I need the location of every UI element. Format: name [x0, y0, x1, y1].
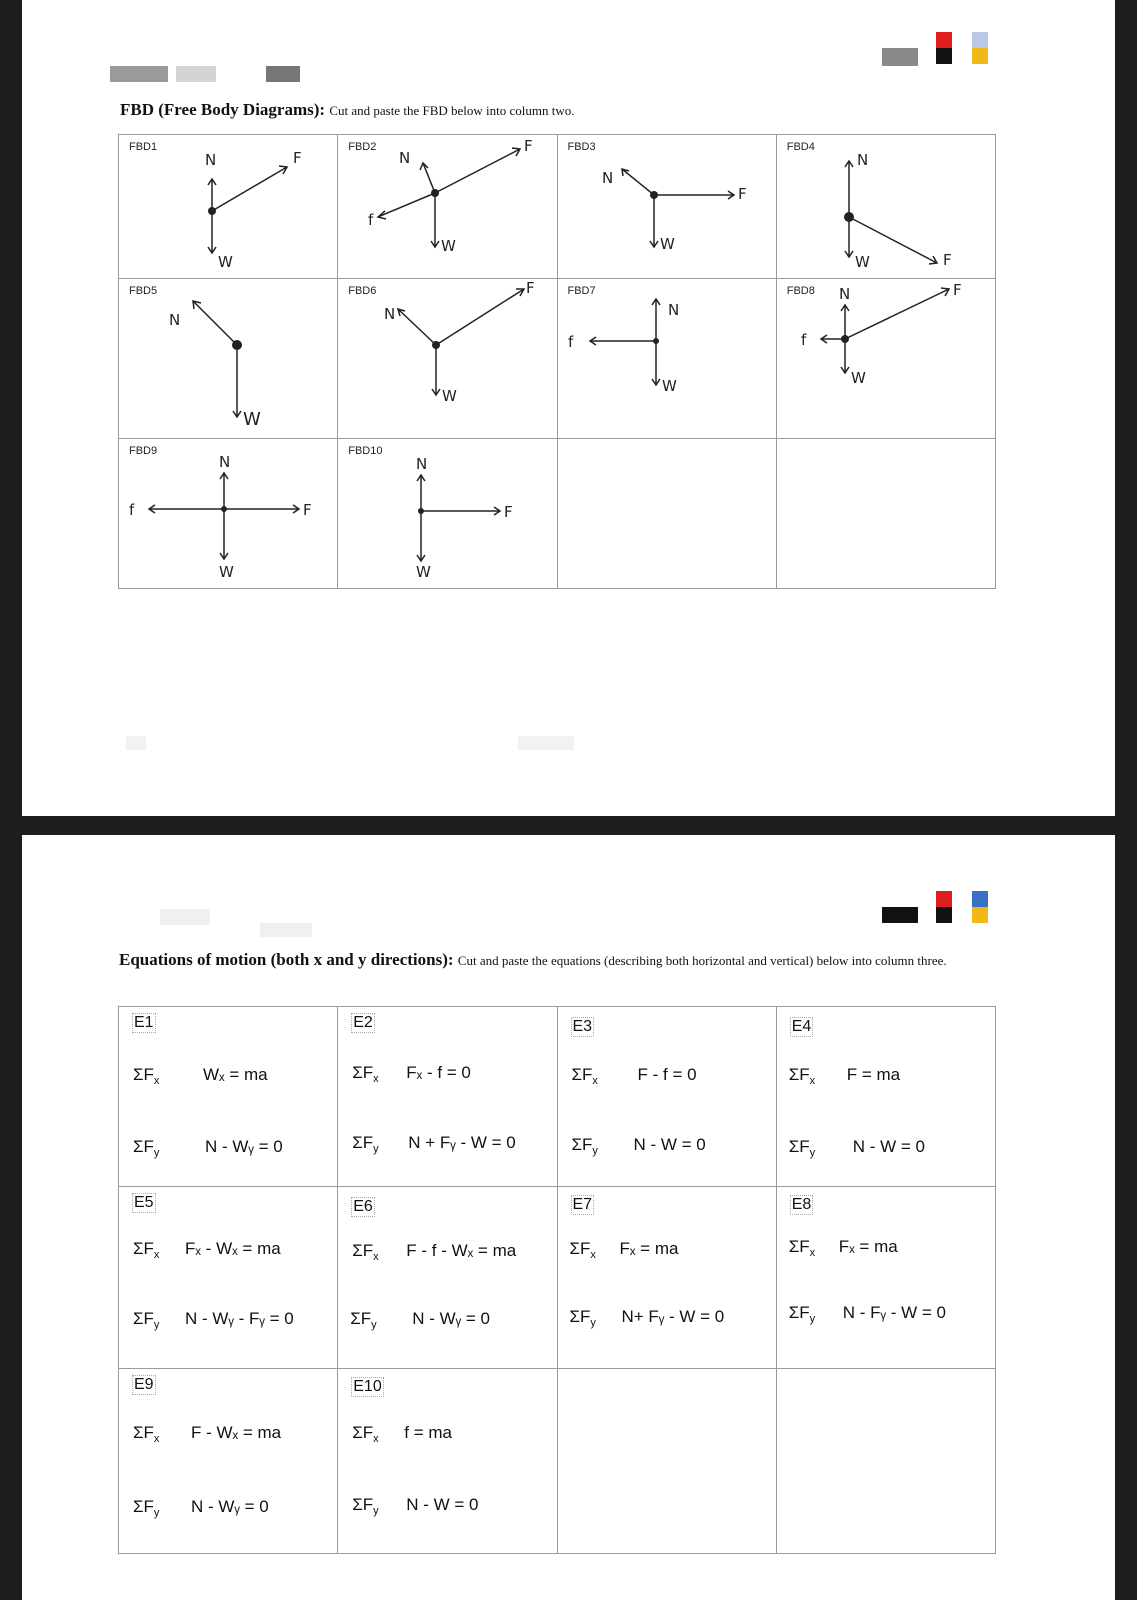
eq-label: E8: [791, 1196, 812, 1213]
fbd-cell: [776, 135, 995, 279]
eq-label: E6: [353, 1198, 373, 1215]
logo-square-red: [936, 891, 952, 907]
fbd3-diagram: [558, 135, 776, 279]
svg-text:W: W: [442, 387, 458, 405]
sum-fx: $\Sigma F_x$: [569, 1239, 596, 1261]
logo-square-yellow: [972, 48, 988, 64]
logo-square-red: [936, 32, 952, 48]
logo-square-black: [936, 48, 952, 64]
svg-text:W: W: [218, 253, 233, 271]
eq-cell: [119, 1369, 338, 1554]
eq-cell-empty: [776, 1369, 995, 1554]
fbd-heading: FBD (Free Body Diagrams): Cut and paste the FBD below into column two.: [120, 100, 575, 119]
fbd10-diagram: [338, 439, 556, 589]
svg-text:N: N: [205, 151, 217, 169]
redacted-block: [110, 66, 168, 82]
fbd-cell: [338, 135, 557, 279]
fbd5-diagram: [119, 279, 337, 439]
fbd-cell: [119, 439, 338, 589]
eq-x: F - f = 0: [637, 1065, 697, 1084]
svg-text:F: F: [504, 503, 513, 521]
eq-cell-empty: [557, 1369, 776, 1554]
eq-y: N + Fᵧ - W = 0: [408, 1133, 516, 1152]
eq-y: N+ Fᵧ - W = 0: [621, 1307, 725, 1326]
fbd-cell: [557, 135, 776, 279]
svg-text:f: f: [800, 331, 807, 349]
svg-text:N: N: [838, 285, 850, 303]
redacted-block: [266, 66, 300, 82]
fbd8-diagram: [777, 279, 995, 439]
svg-text:f: f: [368, 211, 374, 229]
svg-text:W: W: [243, 409, 261, 430]
eq-cell: [776, 1007, 995, 1187]
fbd-label: FBD7: [567, 285, 596, 297]
eq-x: Fₓ - f = 0: [406, 1063, 471, 1082]
redacted-block: [160, 909, 210, 925]
svg-text:N: N: [667, 301, 679, 319]
sum-fx: $\Sigma F_x$: [133, 1423, 160, 1445]
svg-text:F: F: [524, 137, 533, 155]
svg-text:W: W: [441, 237, 457, 255]
sum-fy: $\Sigma F_y$: [788, 1303, 816, 1325]
fbd1-diagram: [119, 135, 337, 279]
sum-fy: $\Sigma F_y$: [133, 1497, 160, 1519]
eq-x: Wₓ = ma: [203, 1065, 268, 1084]
svg-text:F: F: [737, 185, 747, 203]
eq-y: N - W = 0: [406, 1495, 479, 1514]
eq-cell: [338, 1369, 557, 1554]
svg-text:f: f: [567, 333, 573, 351]
redacted-block: [518, 736, 574, 750]
eq-cell: [557, 1007, 776, 1187]
eq-label: E9: [134, 1376, 154, 1393]
sum-fy: $\Sigma F_y$: [569, 1307, 596, 1329]
fbd-cell-empty: [776, 439, 995, 589]
eq-x: Fₓ - Wₓ = ma: [185, 1239, 281, 1258]
sum-fy: $\Sigma F_y$: [352, 1495, 379, 1517]
fbd7-diagram: [558, 279, 776, 439]
equations-page: [22, 835, 1115, 1600]
fbd9-diagram: [119, 439, 337, 589]
logo-square-black: [936, 907, 952, 923]
fbd-label: FBD3: [567, 141, 596, 153]
fbd-cell-empty: [557, 439, 776, 589]
svg-text:W: W: [661, 377, 677, 395]
sum-fx: $\Sigma F_x$: [352, 1063, 379, 1085]
eq-y: N - W = 0: [852, 1137, 926, 1156]
fbd-label: FBD9: [129, 445, 158, 457]
eq-label: E5: [134, 1194, 154, 1211]
svg-text:W: W: [416, 563, 432, 581]
svg-text:N: N: [384, 305, 396, 323]
eq-cell: [119, 1007, 338, 1187]
eq-label: E4: [791, 1018, 812, 1035]
eq-x: Fₓ = ma: [619, 1239, 679, 1258]
sum-fy: $\Sigma F_y$: [133, 1137, 160, 1159]
eq-x: f = ma: [404, 1423, 452, 1442]
fbd6-diagram: [338, 279, 556, 439]
svg-text:N: N: [169, 311, 181, 329]
eq-x: F - f - Wₓ = ma: [406, 1241, 517, 1260]
sum-fy: $\Sigma F_y$: [788, 1137, 816, 1159]
eq-cell: [557, 1187, 776, 1369]
eq-y: N - Fᵧ - W = 0: [842, 1303, 946, 1322]
logo-square-yellow: [972, 907, 988, 923]
fbd-label: FBD6: [348, 285, 377, 297]
redacted-block: [176, 66, 216, 82]
fbd-cell: [338, 279, 557, 439]
eq-cell: [338, 1007, 557, 1187]
fbd-label: FBD8: [786, 285, 815, 297]
fbd-cell: [338, 439, 557, 589]
eq-label: E2: [353, 1014, 373, 1031]
sum-fx: $\Sigma F_x$: [571, 1065, 598, 1087]
fbd-cell: [119, 135, 338, 279]
sum-fx: $\Sigma F_x$: [788, 1237, 816, 1259]
fbd-cell: [776, 279, 995, 439]
fbd-label: FBD5: [129, 285, 158, 297]
logo-square-lightblue: [972, 32, 988, 48]
svg-text:N: N: [416, 455, 428, 473]
sum-fy: $\Sigma F_y$: [350, 1309, 377, 1331]
eq-y: N - W = 0: [633, 1135, 706, 1154]
logo-shape: [882, 48, 918, 66]
sum-fx: $\Sigma F_x$: [788, 1065, 816, 1087]
svg-text:F: F: [526, 279, 535, 297]
equations-heading: Equations of motion (both x and y directions): Cut and paste the equations (describing both horizontal and vertical) below into column three.: [119, 950, 947, 969]
svg-text:f: f: [129, 501, 135, 519]
sum-fx: $\Sigma F_x$: [133, 1239, 160, 1261]
eq-label: E7: [572, 1196, 593, 1213]
svg-text:N: N: [399, 149, 411, 167]
eq-cell: [338, 1187, 557, 1369]
fbd-label: FBD1: [129, 141, 158, 153]
logo-shape: [882, 907, 918, 923]
redacted-block: [260, 923, 312, 937]
fbd2-diagram: [338, 135, 556, 279]
eq-y: N - Wᵧ = 0: [412, 1309, 490, 1328]
eq-x: F = ma: [846, 1065, 901, 1084]
svg-text:N: N: [219, 453, 231, 471]
svg-text:W: W: [854, 253, 870, 271]
eq-y: N - Wᵧ = 0: [191, 1497, 269, 1516]
svg-text:N: N: [856, 151, 868, 169]
sum-fx: $\Sigma F_x$: [352, 1241, 379, 1263]
svg-text:F: F: [293, 149, 302, 167]
logo-square-blue: [972, 891, 988, 907]
eq-label: E1: [134, 1014, 154, 1031]
eq-x: F - Wₓ = ma: [191, 1423, 282, 1442]
eq-y: N - Wᵧ = 0: [205, 1137, 283, 1156]
svg-text:W: W: [850, 369, 866, 387]
svg-text:W: W: [659, 235, 675, 253]
fbd-label: FBD10: [348, 445, 383, 457]
fbd-label: FBD2: [348, 141, 377, 153]
eq-cell: [776, 1187, 995, 1369]
sum-fx: $\Sigma F_x$: [352, 1423, 379, 1445]
fbd-page: [22, 0, 1115, 816]
equations-table: [118, 1006, 996, 1554]
eq-label: E10: [353, 1378, 382, 1395]
svg-text:N: N: [601, 169, 613, 187]
fbd-table: [118, 134, 996, 589]
svg-text:F: F: [303, 501, 312, 519]
svg-text:F: F: [942, 251, 952, 269]
fbd-cell: [557, 279, 776, 439]
sum-fy: $\Sigma F_y$: [352, 1133, 379, 1155]
svg-text:W: W: [219, 563, 234, 581]
eq-x: Fₓ = ma: [838, 1237, 898, 1256]
sum-fy: $\Sigma F_y$: [133, 1309, 160, 1331]
eq-label: E3: [572, 1018, 593, 1035]
fbd-cell: [119, 279, 338, 439]
eq-y: N - Wᵧ - Fᵧ = 0: [185, 1309, 294, 1328]
sum-fy: $\Sigma F_y$: [571, 1135, 598, 1157]
fbd4-diagram: [777, 135, 995, 279]
svg-text:F: F: [952, 281, 962, 299]
sum-fx: $\Sigma F_x$: [133, 1065, 160, 1087]
fbd-label: FBD4: [786, 141, 815, 153]
eq-cell: [119, 1187, 338, 1369]
redacted-block: [126, 736, 146, 750]
